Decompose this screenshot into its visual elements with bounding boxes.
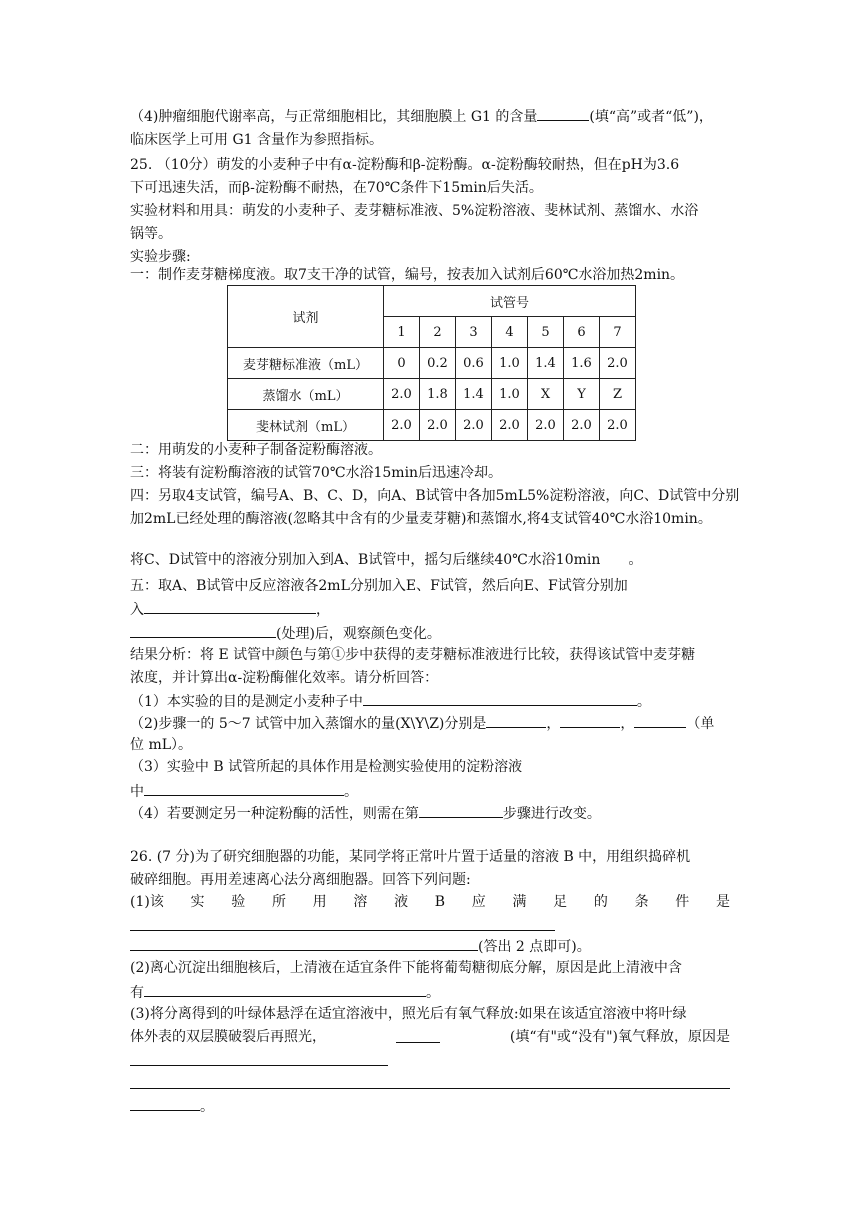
answer-blank[interactable] bbox=[486, 712, 546, 728]
q26-part3-line1: (3)将分离得到的叶绿体悬浮在适宜溶液中，照光后有氧气释放:如果在该适宜溶液中将叶绿 bbox=[130, 1006, 687, 1022]
table-cell: 0.6 bbox=[456, 348, 492, 379]
q25-question1: （1）本实验的目的是测定小麦种子中 。 bbox=[130, 690, 651, 712]
tube-number: 5 bbox=[528, 317, 564, 348]
table-cell: 0 bbox=[384, 348, 420, 379]
tube-number: 3 bbox=[456, 317, 492, 348]
table-cell: 2.0 bbox=[600, 410, 636, 441]
table-cell: Z bbox=[600, 379, 636, 410]
q25-step3: 三：将装有淀粉酶溶液的试管70℃水浴15min后迅速冷却。 bbox=[130, 465, 503, 481]
q25-intro-line2: 下可迅速失活，而β-淀粉酶不耐热，在70℃条件下15min后失活。 bbox=[130, 180, 543, 196]
answer-line[interactable] bbox=[130, 930, 555, 931]
answer-line[interactable] bbox=[130, 1088, 730, 1089]
table-cell: 2.0 bbox=[384, 410, 420, 441]
tube-number: 1 bbox=[384, 317, 420, 348]
reagent-header: 试剂 bbox=[228, 286, 384, 348]
table-row bbox=[228, 348, 636, 379]
q25-step5-line3: (处理)后，观察颜色变化。 bbox=[130, 622, 441, 644]
answer-blank[interactable] bbox=[130, 1095, 200, 1111]
q25-question2-line1: （2)步骤一的 5～7 试管中加入蒸馏水的量(X\Y\Z)分别是 ， ， （单 bbox=[130, 712, 714, 734]
q25-steps-title: 实验步骤: bbox=[130, 249, 191, 265]
q25-materials-line1: 实验材料和用具：萌发的小麦种子、麦芽糖标准液、5%淀粉溶液、斐林试剂、蒸馏水、水浴 bbox=[130, 203, 699, 219]
table-cell: 0.2 bbox=[420, 348, 456, 379]
q25-materials-line2: 锅等。 bbox=[130, 226, 172, 242]
q24-part4-line1: （4)肿瘤细胞代谢率高，与正常细胞相比，其细胞膜上 G1 的含量 (填“高”或者“低”)， bbox=[130, 105, 713, 127]
answer-blank[interactable] bbox=[363, 690, 637, 706]
q25-question3-line1: （3）实验中 B 试管所起的具体作用是检测实验使用的淀粉溶液 bbox=[130, 759, 523, 775]
tube-header: 试管号 bbox=[384, 286, 636, 317]
table-row bbox=[228, 410, 636, 441]
table-cell: 2.0 bbox=[600, 348, 636, 379]
table-cell: 2.0 bbox=[384, 379, 420, 410]
q24-part4-line2: 临床医学上可用 G1 含量作为参照指标。 bbox=[130, 132, 383, 148]
q26-part1-line3: (答出 2 点即可)。 bbox=[130, 935, 591, 957]
q25-step4-line3: 将C、D试管中的溶液分别加入到A、B试管中，摇匀后继续40℃水浴10min 。 bbox=[130, 552, 643, 568]
answer-blank[interactable] bbox=[560, 712, 620, 728]
table-cell: 1.6 bbox=[564, 348, 600, 379]
answer-blank[interactable] bbox=[634, 712, 686, 728]
table-cell: 1.4 bbox=[528, 348, 564, 379]
row-label: 麦芽糖标准液（mL） bbox=[228, 348, 384, 379]
table-cell: Y bbox=[564, 379, 600, 410]
q26-part3-end: 。 bbox=[130, 1095, 214, 1117]
q25-step5-line2: 入 ， bbox=[130, 598, 330, 620]
q25-step1: 一：制作麦芽糖梯度液。取7支干净的试管，编号，按表加入试剂后60℃水浴加热2min。 bbox=[130, 267, 685, 283]
q26-part2-line1: (2)离心沉淀出细胞核后，上清液在适宜条件下能将葡萄糖彻底分解，原因是此上清液中含 bbox=[130, 960, 682, 976]
q25-question3-line2: 中 。 bbox=[130, 780, 358, 802]
answer-blank[interactable] bbox=[130, 622, 276, 638]
table-cell: 1.8 bbox=[420, 379, 456, 410]
answer-blank[interactable] bbox=[130, 935, 478, 951]
q25-analysis-line2: 浓度，并计算出α-淀粉酶催化效率。请分析回答： bbox=[130, 670, 439, 686]
table-cell: 1.0 bbox=[492, 379, 528, 410]
row-label: 斐林试剂（mL） bbox=[228, 410, 384, 441]
row-label: 蒸馏水（mL） bbox=[228, 379, 384, 410]
q26-intro-line1: 26. (7 分)为了研究细胞器的功能，某同学将正常叶片置于适量的溶液 B 中，用组织捣碎机 bbox=[130, 849, 691, 865]
q26-part1-line1: (1)该 实 验 所 用 溶 液 B 应 满 足 的 条 件 是 bbox=[130, 894, 730, 910]
tube-number: 6 bbox=[564, 317, 600, 348]
q25-analysis-line1: 结果分析：将 E 试管中颜色与第①步中获得的麦芽糖标准液进行比较，获得该试管中麦芽糖 bbox=[130, 647, 696, 663]
q25-question4: （4）若要测定另一种淀粉酶的活性，则需在第 步骤进行改变。 bbox=[130, 802, 601, 824]
answer-blank[interactable] bbox=[144, 780, 344, 796]
answer-line[interactable] bbox=[130, 1065, 388, 1066]
table-cell: 2.0 bbox=[528, 410, 564, 441]
table-cell: 2.0 bbox=[492, 410, 528, 441]
reagent-table bbox=[227, 285, 636, 441]
table-cell: 2.0 bbox=[456, 410, 492, 441]
q26-intro-line2: 破碎细胞。再用差速离心法分离细胞器。回答下列问题: bbox=[130, 872, 471, 888]
answer-blank[interactable] bbox=[396, 1027, 440, 1043]
table-cell: 1.0 bbox=[492, 348, 528, 379]
table-cell: 1.4 bbox=[456, 379, 492, 410]
tube-number: 7 bbox=[600, 317, 636, 348]
table-cell: 2.0 bbox=[564, 410, 600, 441]
q25-step5-line1: 五：取A、B试管中反应溶液各2mL分别加入E、F试管，然后向E、F试管分别加 bbox=[130, 578, 628, 594]
tube-number: 4 bbox=[492, 317, 528, 348]
table-cell: X bbox=[528, 379, 564, 410]
q26-part2-line2: 有 。 bbox=[130, 981, 440, 1003]
table-row bbox=[228, 379, 636, 410]
q25-intro-line1: 25. （10分）萌发的小麦种子中有α-淀粉酶和β-淀粉酶。α-淀粉酶较耐热，但在pH为3.6 bbox=[130, 157, 680, 173]
answer-blank[interactable] bbox=[537, 105, 589, 121]
tube-number: 2 bbox=[420, 317, 456, 348]
q25-question2-line2: 位 mL）。 bbox=[130, 737, 193, 753]
answer-blank[interactable] bbox=[144, 598, 316, 614]
answer-blank[interactable] bbox=[419, 802, 503, 818]
q25-step2: 二：用萌发的小麦种子制备淀粉酶溶液。 bbox=[130, 442, 382, 458]
q25-step4-line1: 四：另取4支试管，编号A、B、C、D，向A、B试管中各加5mL5%淀粉溶液，向C、D试管中分别 bbox=[130, 488, 740, 504]
table-cell: 2.0 bbox=[420, 410, 456, 441]
q25-step4-line2: 加2mL已经处理的酶溶液(忽略其中含有的少量麦芽糖)和蒸馏水,将4支试管40℃水浴10min。 bbox=[130, 511, 712, 527]
answer-blank[interactable] bbox=[144, 981, 426, 997]
q26-part3-line2: 体外表的双层膜破裂后再照光， (填“有"或“没有")氧气释放，原因是 bbox=[130, 1029, 730, 1045]
